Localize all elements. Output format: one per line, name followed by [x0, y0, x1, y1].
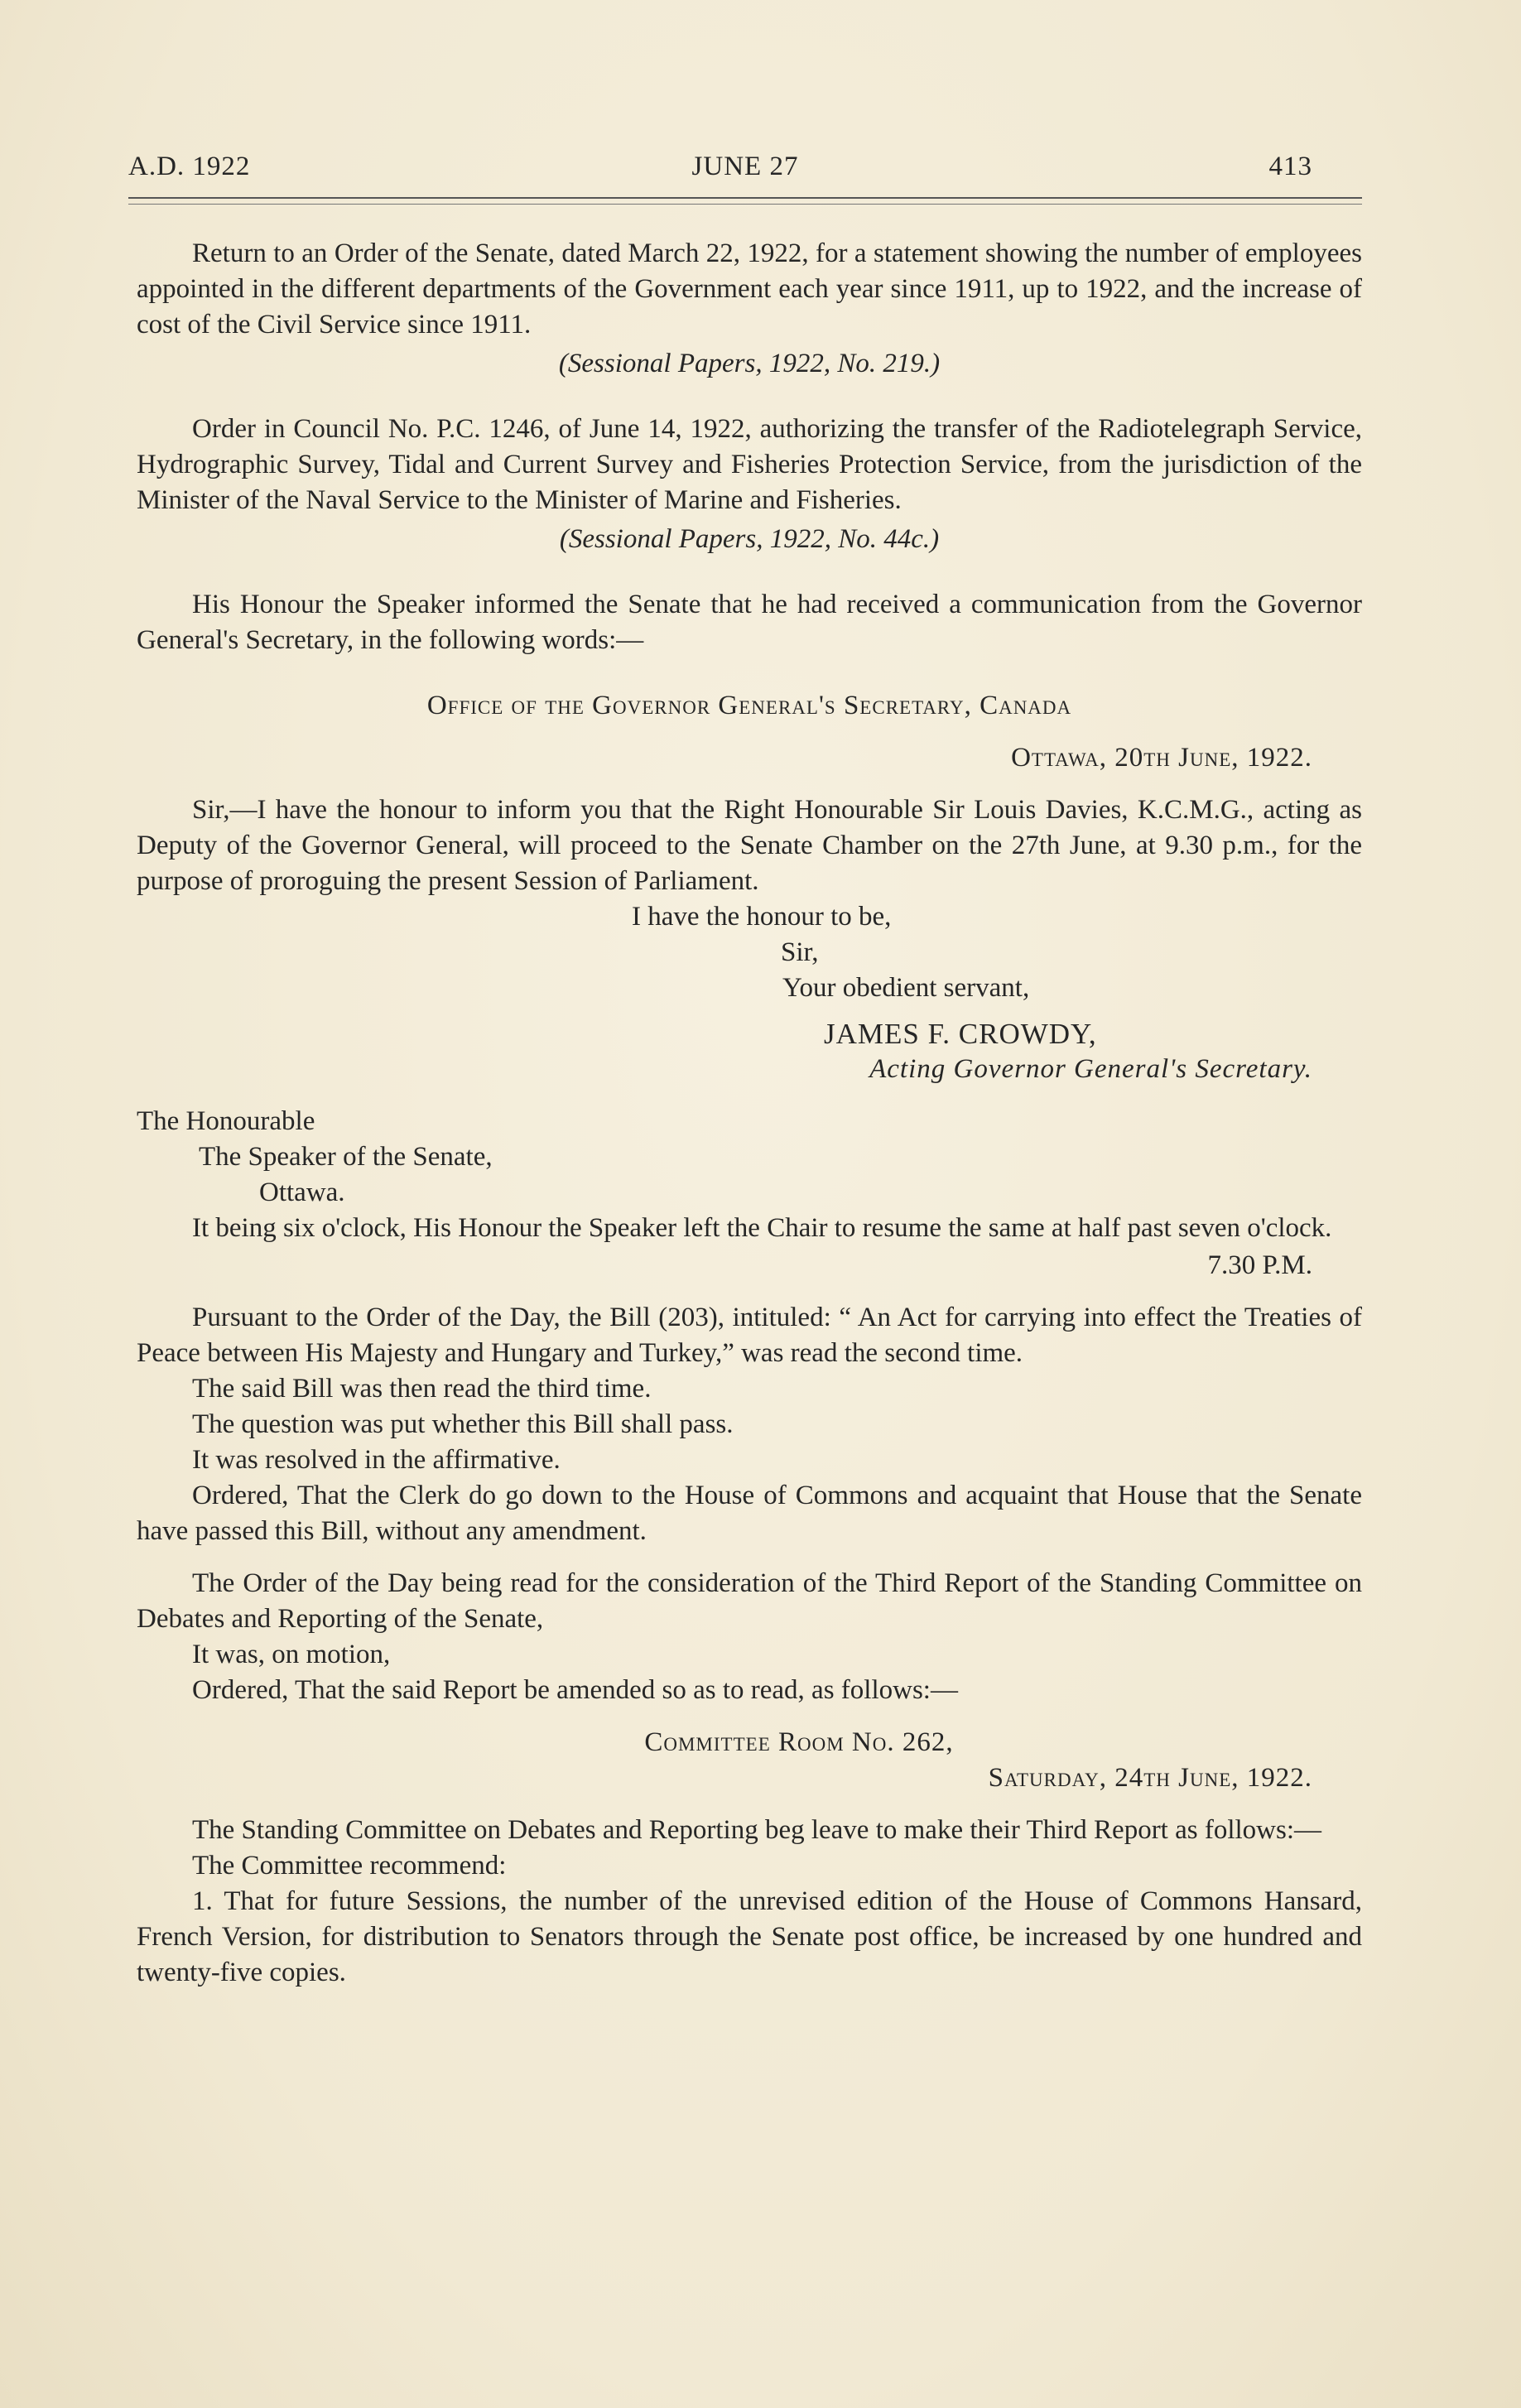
page-number: 413	[1268, 152, 1312, 181]
paragraph-recommendation-1: 1. That for future Sessions, the number of the unrevised edition of the House of Commons Hansard, French Version, for distribution to Senators through the Senate post office, be increased by one hundred and twenty-five copies.	[137, 1886, 1362, 1987]
citation-sessional-44c: (Sessional Papers, 1922, No. 44c.)	[559, 524, 940, 554]
paragraph-bill-203: Pursuant to the Order of the Day, the Bill (203), intituled: “ An Act for carrying into effect the Treaties of Peace between His Majesty and Hungary and Turkey,” was read the second time.	[137, 1303, 1362, 1368]
letter-obedient-servant: Your obedient servant,	[782, 973, 1030, 1003]
paragraph-committee-report: The Standing Committee on Debates and Reporting beg leave to make their Third Report as follows:—	[192, 1815, 1322, 1845]
paragraph-order-in-council: Order in Council No. P.C. 1246, of June 14, 1922, authorizing the transfer of the Radiotelegraph Service, Hydrographic Survey, Tidal and Current Survey and Fisheries Protection Service, from the jurisdiction of the Minister of the Naval Service to the Minister of Marine and Fisheries.	[137, 414, 1362, 515]
paragraph-clerk-ordered: Ordered, That the Clerk do go down to the House of Commons and acquaint that House that the Senate have passed this Bill, without any amendment.	[137, 1481, 1362, 1546]
paragraph-committee-recommend: The Committee recommend:	[192, 1851, 507, 1881]
paragraph-report-amended: Ordered, That the said Report be amended so as to read, as follows:—	[192, 1675, 958, 1705]
letter-dateline: Ottawa, 20th June, 1922.	[1011, 743, 1312, 773]
time-heading: 7.30 P.M.	[1207, 1250, 1312, 1280]
letter-salutation-sir: Sir,	[781, 937, 819, 967]
page-content	[137, 236, 1362, 1991]
address-line-1: The Honourable	[137, 1106, 315, 1136]
signature-name: JAMES F. CROWDY,	[824, 1018, 1097, 1050]
header-date: JUNE 27	[691, 152, 799, 181]
paragraph-third-reading: The said Bill was then read the third time.	[192, 1374, 652, 1404]
header-rule	[128, 197, 1362, 205]
paragraph-order-of-day: The Order of the Day being read for the consideration of the Third Report of the Standing Committee on Debates and Reporting of the Senate,	[137, 1568, 1362, 1634]
letter-body: Sir,—I have the honour to inform you that the Right Honourable Sir Louis Davies, K.C.M.G., acting as Deputy of the Governor General, will proceed to the Senate Chamber on the 27th June, at 9.30 p.m., for the purpose of proroguing the present Session of Parliament.	[137, 795, 1362, 896]
header-year: A.D. 1922	[128, 152, 251, 181]
citation-sessional-219: (Sessional Papers, 1922, No. 219.)	[558, 349, 941, 378]
committee-room: Committee Room No. 262,	[644, 1727, 954, 1757]
signature-title: Acting Governor General's Secretary.	[869, 1054, 1312, 1084]
letter-closing-line: I have the honour to be,	[632, 902, 892, 932]
paragraph-question-put: The question was put whether this Bill shall pass.	[192, 1409, 734, 1439]
paragraph-speaker-informed: His Honour the Speaker informed the Senate that he had received a communication from the Governor General's Secretary, in the following words:—	[137, 590, 1362, 655]
committee-date: Saturday, 24th June, 1922.	[988, 1763, 1312, 1793]
paragraph-resolved: It was resolved in the affirmative.	[192, 1445, 561, 1475]
letter-office-heading: Office of the Governor General's Secretary, Canada	[426, 691, 1072, 720]
paragraph-on-motion: It was, on motion,	[192, 1640, 391, 1669]
paragraph-return-order: Return to an Order of the Senate, dated March 22, 1922, for a statement showing the number of employees appointed in the different departments of the Government each year since 1911, up to 1922, and the increase of cost of the Civil Service since 1911.	[137, 238, 1362, 340]
page-header	[128, 152, 1362, 193]
paragraph-six-oclock: It being six o'clock, His Honour the Speaker left the Chair to resume the same at half past seven o'clock.	[192, 1213, 1332, 1243]
address-line-2: The Speaker of the Senate,	[199, 1142, 493, 1172]
address-line-3: Ottawa.	[259, 1178, 345, 1207]
